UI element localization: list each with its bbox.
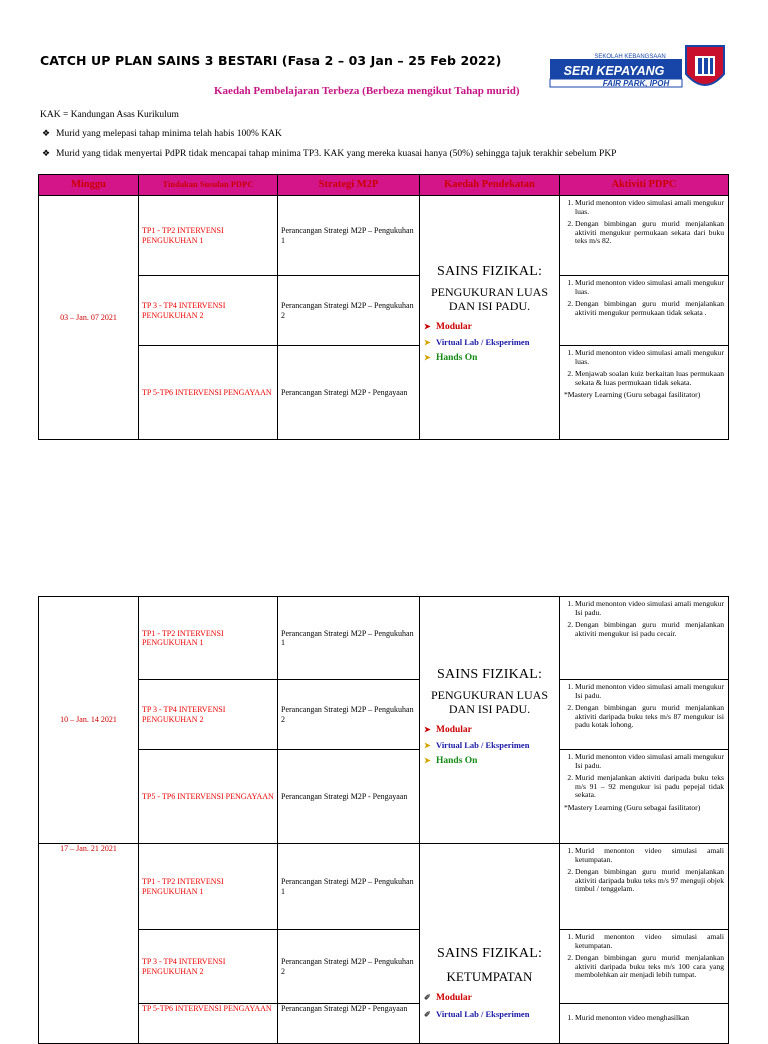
activity-item: 2. Dengan bimbingan guru murid menjalankan aktiviti daripada buku teks m/s 87 mengukur isi padu kotak lohong. [575,704,724,730]
table-row [39,597,729,680]
diamond-bullet-icon: ❖ [42,148,51,158]
method-cell [420,597,560,844]
activity-cell [560,346,729,440]
column-header: Strategi M2P [278,175,420,196]
page-subtitle: Kaedah Pembelajaran Terbeza (Berbeza mengikut Tahap murid) [214,85,520,97]
strategy-cell: Perancangan Strategi M2P - Pengayaan [278,346,420,440]
arrow-bullet-icon: ➤ [424,756,431,766]
strategy-cell: Perancangan Strategi M2P – Pengukuhan 1 [278,844,420,930]
table-row [39,680,729,750]
activity-cell [560,597,729,680]
plan-table-page2 [38,596,729,1044]
table-row [39,930,729,1004]
column-header: Kaedah Pendekatan [420,175,560,196]
week-cell: 17 – Jan. 21 2021 [39,844,139,1044]
arrow-bullet-icon: ➤ [424,741,431,751]
subject-label: SAINS FIZIKAL: [436,946,543,961]
method-item: ➤ Hands On [424,756,478,767]
method-item: ➤ Modular [424,724,472,735]
activity-item: 2. Dengan bimbingan guru murid menjalankan aktiviti daripada buku teks m/s 100 cara yang membolehkan air menjadi lebih tumpat. [575,954,724,980]
activity-note: *Mastery Learning (Guru sebagai fasilitator) [564,390,701,399]
activity-item: 2. Dengan bimbingan guru murid menjalankan aktiviti mengukur permukaan sekata dari buku teks m/s 82. [575,220,724,246]
tp-cell: TP1 - TP2 INTERVENSI PENGUKUHAN 1 [139,196,278,276]
svg-text:SEKOLAH KEBANGSAAN: SEKOLAH KEBANGSAAN [594,54,666,60]
activity-item: 1. Murid menonton video simulasi amali mengukur Isi padu. [575,600,724,617]
tp-cell: TP1 - TP2 INTERVENSI PENGUKUHAN 1 [139,597,278,680]
strategy-cell: Perancangan Strategi M2P - Pengayaan [278,750,420,844]
svg-text:FAIR PARK, IPOH: FAIR PARK, IPOH [602,79,670,88]
activity-item: 1. Murid menonton video simulasi amali mengukur Isi padu. [575,753,724,770]
plan-table-page1 [38,174,729,440]
strategy-cell: Perancangan Strategi M2P – Pengukuhan 2 [278,680,420,750]
intro-bullet: ❖ Murid yang melepasi tahap minima telah habis 100% KAK [42,128,282,139]
kak-definition: KAK = Kandungan Asas Kurikulum [40,110,179,120]
column-header: Aktiviti PDPC [560,175,729,196]
activity-item: 2. Menjawab soalan kuiz berkaitan luas permukaan sekata & luas permukaan tidak sekata. [575,370,724,387]
method-item: ➤ Virtual Lab / Eksperimen [424,335,559,350]
method-item: ➤ Virtual Lab / Eksperimen [424,738,559,753]
table-row [39,196,729,276]
pencil-bullet-icon: ✐ [424,1009,431,1019]
week-cell: 03 – Jan. 07 2021 [39,196,139,440]
activity-cell [560,844,729,930]
method-item: ✐ Virtual Lab / Eksperimen [424,1007,559,1022]
column-header: Minggu [39,175,139,196]
page-title: CATCH UP PLAN SAINS 3 BESTARI (Fasa 2 – 03 Jan – 25 Feb 2022) [40,53,502,68]
activity-item: 1. Murid menonton video simulasi amali mengukur luas. [575,349,724,366]
strategy-cell: Perancangan Strategi M2P – Pengukuhan 1 [278,597,420,680]
table-row [39,276,729,346]
method-item: ✐ Modular [424,993,472,1004]
arrow-bullet-icon: ➤ [424,724,431,734]
activity-cell [560,750,729,844]
activity-cell [560,276,729,346]
method-item: ➤ Hands On [424,353,478,364]
method-cell [420,844,560,1044]
svg-text:SERI KEPAYANG: SERI KEPAYANG [563,64,665,78]
pencil-bullet-icon: ✐ [424,993,431,1003]
activity-item: 2. Murid menjalankan aktiviti daripada buku teks m/s 91 – 92 mengukur isi padu pepejal tidak sekata. [575,774,724,800]
arrow-bullet-icon: ➤ [424,353,431,363]
activity-item: 1. Murid menonton video menghasilkan [575,1014,724,1023]
topic-label: PENGUKURAN LUAS DAN ISI PADU. [430,285,548,313]
table-row [39,346,729,440]
tp-cell: TP 5-TP6 INTERVENSI PENGAYAAN [139,346,278,440]
tp-cell: TP1 - TP2 INTERVENSI PENGUKUHAN 1 [139,844,278,930]
column-header: Tindakan Susulan PDPC [139,175,278,196]
topic-label: KETUMPATAN [446,969,533,985]
activity-item: 1. Murid menonton video simulasi amali mengukur luas. [575,279,724,296]
subject-label: SAINS FIZIKAL: [436,264,543,279]
arrow-bullet-icon: ➤ [424,321,431,331]
activity-cell [560,196,729,276]
strategy-cell: Perancangan Strategi M2P – Pengukuhan 2 [278,930,420,1004]
activity-item: 1. Murid menonton video simulasi amali ketumpatan. [575,847,724,864]
tp-cell: TP5 - TP6 INTERVENSI PENGAYAAN [139,750,278,844]
activity-note: *Mastery Learning (Guru sebagai fasilitator) [564,802,701,812]
activity-item: 1. Murid menonton video simulasi amali mengukur luas. [575,199,724,216]
tp-cell: TP 3 - TP4 INTERVENSI PENGUKUHAN 2 [139,930,278,1004]
strategy-cell: Perancangan Strategi M2P - Pengayaan [278,1004,420,1044]
activity-item: 2. Dengan bimbingan guru murid menjalankan aktiviti mengukur isi padu cecair. [575,621,724,638]
intro-bullet: ❖ Murid yang tidak menyertai PdPR tidak mencapai tahap minima TP3. KAK yang mereka kuasai hanya (50%) sehingga tajuk terakhir sebelum PKP [42,148,617,159]
tp-cell: TP 5-TP6 INTERVENSI PENGAYAAN [139,1004,278,1044]
activity-item: 2. Dengan bimbingan guru murid menjalankan aktiviti daripada buku teks m/s 97 menguji objek timbul / tenggelam. [575,868,724,894]
method-cell [420,196,560,440]
activity-item: 1. Murid menonton video simulasi amali mengukur Isi padu. [575,683,724,700]
strategy-cell: Perancangan Strategi M2P – Pengukuhan 1 [278,196,420,276]
strategy-cell: Perancangan Strategi M2P – Pengukuhan 2 [278,276,420,346]
activity-item: 1. Murid menonton video simulasi amali ketumpatan. [575,933,724,950]
tp-cell: TP 3 - TP4 INTERVENSI PENGUKUHAN 2 [139,680,278,750]
table-header-row [39,175,729,196]
method-item: ➤ Modular [424,321,472,332]
activity-item: 2. Dengan bimbingan guru murid menjalankan aktiviti mengukur permukaan tidak sekata . [575,300,724,317]
tp-cell: TP 3 - TP4 INTERVENSI PENGUKUHAN 2 [139,276,278,346]
diamond-bullet-icon: ❖ [42,128,51,138]
table-row [39,750,729,844]
subject-label: SAINS FIZIKAL: [436,667,543,682]
activity-cell [560,680,729,750]
school-logo [548,44,728,96]
table-row [39,844,729,930]
topic-label: PENGUKURAN LUAS DAN ISI PADU. [430,688,548,716]
activity-cell [560,930,729,1004]
arrow-bullet-icon: ➤ [424,338,431,348]
week-cell: 10 – Jan. 14 2021 [39,597,139,844]
